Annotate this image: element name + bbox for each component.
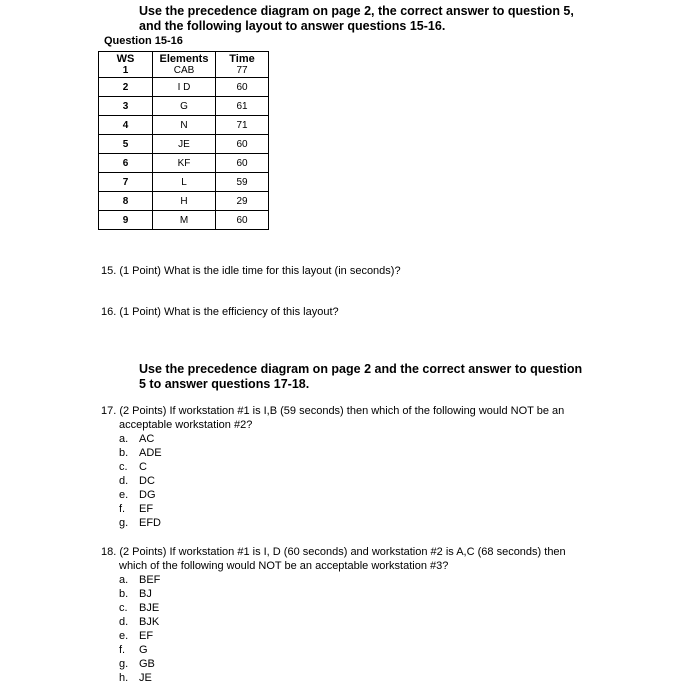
time-cell: 60: [216, 78, 269, 97]
list-item: [119, 657, 160, 671]
question-17-line2: acceptable workstation #2?: [119, 419, 253, 431]
ws-cell: 1: [99, 65, 153, 78]
elements-cell: JE: [153, 135, 216, 154]
table-row: [99, 135, 269, 154]
option-text: DG: [139, 489, 156, 501]
option-letter: a.: [119, 574, 129, 586]
question-17-line1: 17. (2 Points) If workstation #1 is I,B (59 seconds) then which of the following would NOT be an: [101, 405, 565, 417]
list-item: [119, 615, 160, 629]
option-text: BJE: [139, 602, 160, 614]
question-18-line2: which of the following would NOT be an acceptable workstation #3?: [119, 560, 449, 572]
section1-heading-line1: Use the precedence diagram on page 2, the correct answer to question 5,: [139, 4, 574, 18]
option-letter: a.: [119, 433, 129, 445]
time-cell: 59: [216, 173, 269, 192]
section2-heading-line2: 5 to answer questions 17-18.: [139, 377, 310, 391]
table-row: [99, 192, 269, 211]
option-letter: d.: [119, 475, 129, 487]
option-text: ADE: [139, 447, 162, 459]
section2-heading: [139, 362, 599, 392]
time-cell: 60: [216, 154, 269, 173]
option-text: JE: [139, 672, 152, 684]
table-row: [99, 97, 269, 116]
elements-cell: KF: [153, 154, 216, 173]
workstation-table: [98, 51, 269, 230]
elements-cell: CAB: [153, 65, 216, 78]
elements-cell: L: [153, 173, 216, 192]
header-ws: WS: [99, 52, 153, 66]
option-letter: c.: [119, 461, 128, 473]
option-text: C: [139, 461, 147, 473]
option-letter: e.: [119, 489, 129, 501]
list-item: [119, 643, 160, 657]
list-item: [119, 502, 162, 516]
time-cell: 61: [216, 97, 269, 116]
ws-cell: 8: [99, 192, 153, 211]
list-item: [119, 460, 162, 474]
ws-cell: 9: [99, 211, 153, 230]
question-17: [101, 404, 564, 432]
list-item: [119, 587, 160, 601]
option-text: EF: [139, 630, 154, 642]
question-18-options: [119, 573, 160, 685]
time-cell: 60: [216, 135, 269, 154]
question-15: 15. (1 Point) What is the idle time for this layout (in seconds)?: [101, 265, 401, 277]
option-letter: b.: [119, 588, 129, 600]
ws-cell: 6: [99, 154, 153, 173]
option-text: EFD: [139, 517, 161, 529]
option-letter: g.: [119, 658, 129, 670]
list-item: [119, 446, 162, 460]
option-text: DC: [139, 475, 155, 487]
section1-heading: [139, 4, 599, 34]
time-cell: 77: [216, 65, 269, 78]
option-letter: f.: [119, 503, 126, 515]
option-letter: f.: [119, 644, 126, 656]
table-label: Question 15-16: [104, 35, 183, 47]
elements-cell: H: [153, 192, 216, 211]
list-item: [119, 573, 160, 587]
option-text: GB: [139, 658, 155, 670]
section2-heading-line1: Use the precedence diagram on page 2 and the correct answer to question: [139, 362, 583, 376]
list-item: [119, 474, 162, 488]
table-row: [99, 65, 269, 78]
ws-cell: 7: [99, 173, 153, 192]
table-row: [99, 154, 269, 173]
table-row: [99, 211, 269, 230]
option-letter: e.: [119, 630, 129, 642]
time-cell: 29: [216, 192, 269, 211]
list-item: [119, 488, 162, 502]
option-letter: g.: [119, 517, 129, 529]
option-letter: h.: [119, 672, 129, 684]
time-cell: 60: [216, 211, 269, 230]
option-text: EF: [139, 503, 154, 515]
question-18: [101, 545, 566, 573]
time-cell: 71: [216, 116, 269, 135]
elements-cell: M: [153, 211, 216, 230]
list-item: [119, 629, 160, 643]
option-text: BJK: [139, 616, 160, 628]
table-row: [99, 173, 269, 192]
elements-cell: I D: [153, 78, 216, 97]
ws-cell: 2: [99, 78, 153, 97]
option-text: G: [139, 644, 148, 656]
table-row: [99, 116, 269, 135]
header-time: Time: [216, 52, 269, 66]
table-row: [99, 78, 269, 97]
ws-cell: 3: [99, 97, 153, 116]
table-header-row: [99, 52, 269, 66]
option-text: AC: [139, 433, 155, 445]
option-text: BEF: [139, 574, 161, 586]
ws-cell: 4: [99, 116, 153, 135]
list-item: [119, 516, 162, 530]
elements-cell: N: [153, 116, 216, 135]
question-18-line1: 18. (2 Points) If workstation #1 is I, D (60 seconds) and workstation #2 is A,C (68 seconds) then: [101, 546, 566, 558]
header-elements: Elements: [153, 52, 216, 66]
elements-cell: G: [153, 97, 216, 116]
list-item: [119, 432, 162, 446]
ws-cell: 5: [99, 135, 153, 154]
question-16: 16. (1 Point) What is the efficiency of this layout?: [101, 306, 339, 318]
option-letter: b.: [119, 447, 129, 459]
list-item: [119, 601, 160, 615]
option-letter: c.: [119, 602, 128, 614]
question-17-options: [119, 432, 162, 530]
option-letter: d.: [119, 616, 129, 628]
section1-heading-line2: and the following layout to answer questions 15-16.: [139, 19, 446, 33]
list-item: [119, 671, 160, 685]
option-text: BJ: [139, 588, 152, 600]
